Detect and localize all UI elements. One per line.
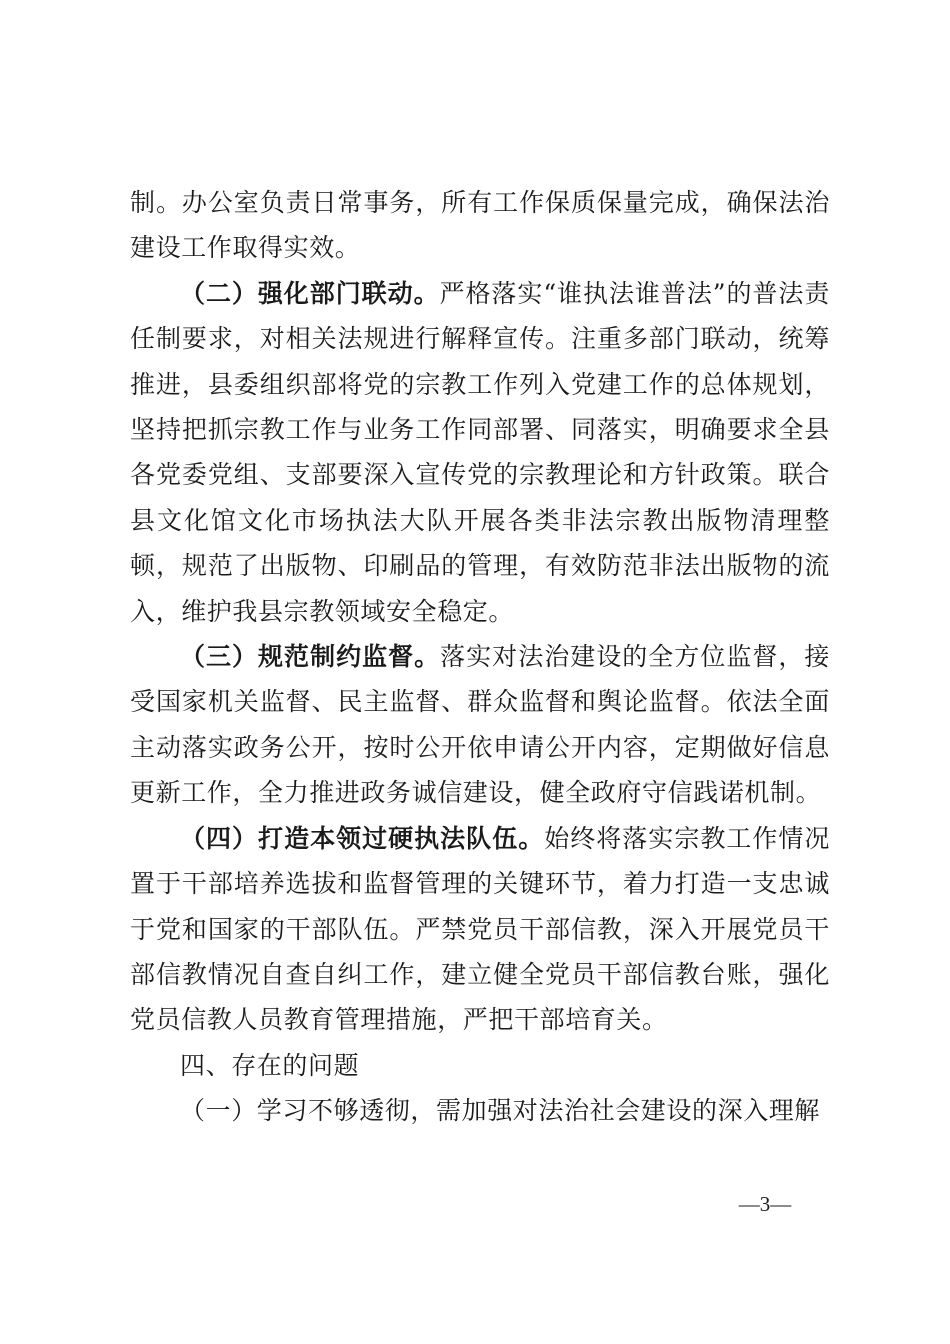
paragraph-lead: （二）强化部门联动。 <box>180 278 440 308</box>
paragraph-text: （一）学习不够透彻，需加强对法治社会建设的深入理解 <box>180 1096 821 1126</box>
paragraph-text: 制。办公室负责日常事务，所有工作保质保量完成，确保法治建设工作取得实效。 <box>130 188 830 263</box>
paragraph-enforcement-team <box>130 816 830 1043</box>
paragraph-department-linkage <box>130 271 830 634</box>
paragraph-supervision <box>130 634 830 816</box>
section-heading-problems: 四、存在的问题 <box>180 1050 360 1080</box>
page-number: —3— <box>738 1192 792 1216</box>
paragraph-lead: （三）规范制约监督。 <box>180 642 441 672</box>
paragraph-lead: （四）打造本领过硬执法队伍。 <box>180 823 545 853</box>
paragraph-text: 严格落实“谁执法谁普法”的普法责任制要求，对相关法规进行解释宣传。注重多部门联动，统筹推进，县委组织部将党的宗教工作列入党建工作的总体规划，坚持把抓宗教工作与业务工作同部署、同落实，明确要求全县各党委党组、支部要深入宣传党的宗教理论和方针政策。联合县文化馆文化市场执法大队开展各类非法宗教出版物清理整顿，规范了出版物、印刷品的管理，有效防范非法出版物的流入，维护我县宗教领域安全稳定。 <box>130 278 830 626</box>
document-body <box>130 180 830 1134</box>
paragraph-study-insufficient <box>130 1088 830 1133</box>
paragraph-text: 始终将落实宗教工作情况置于干部培养选拔和监督管理的关键环节，着力打造一支忠诚于党和国家的干部队伍。严禁党员干部信教，深入开展党员干部信教情况自查自纠工作，建立健全党员干部信教台账，强化党员信教人员教育管理措施，严把干部培育关。 <box>130 823 830 1035</box>
paragraph-text: 落实对法治建设的全方位监督，接受国家机关监督、民主监督、群众监督和舆论监督。依法全面主动落实政务公开，按时公开依申请公开内容，定期做好信息更新工作，全力推进政务诚信建设，健全政府守信践诺机制。 <box>130 642 830 808</box>
paragraph-continuation <box>130 180 830 271</box>
